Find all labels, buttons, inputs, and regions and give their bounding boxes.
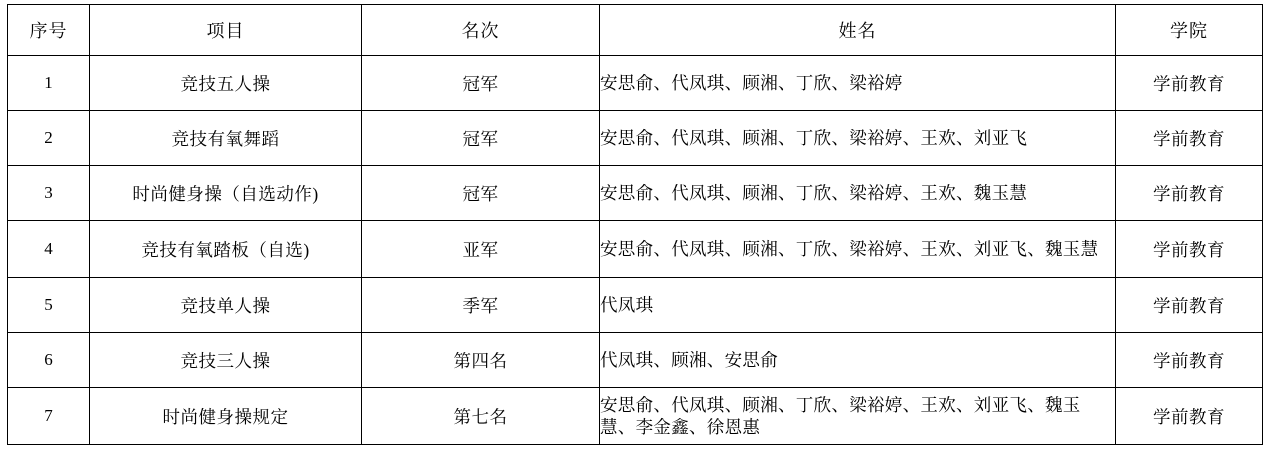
cell-event: 竞技五人操 (90, 56, 362, 111)
cell-dept: 学前教育 (1116, 221, 1263, 278)
table-header (8, 5, 1263, 56)
cell-rank: 冠军 (362, 166, 600, 221)
table-row (8, 166, 1263, 221)
table-row (8, 388, 1263, 445)
cell-rank: 第四名 (362, 333, 600, 388)
cell-seq: 7 (8, 388, 90, 445)
cell-names: 安思俞、代凤琪、顾湘、丁欣、梁裕婷、王欢、魏玉慧 (600, 166, 1116, 221)
results-table (7, 4, 1263, 445)
table-body (8, 56, 1263, 445)
cell-event: 竞技有氧踏板（自选) (90, 221, 362, 278)
cell-dept: 学前教育 (1116, 333, 1263, 388)
table-row (8, 278, 1263, 333)
column-header-dept: 学院 (1116, 5, 1263, 56)
cell-names: 安思俞、代凤琪、顾湘、丁欣、梁裕婷、王欢、刘亚飞、魏玉慧 (600, 221, 1116, 278)
cell-names: 代凤琪、顾湘、安思俞 (600, 333, 1116, 388)
cell-dept: 学前教育 (1116, 111, 1263, 166)
cell-names: 安思俞、代凤琪、顾湘、丁欣、梁裕婷 (600, 56, 1116, 111)
table-row (8, 111, 1263, 166)
table-row (8, 56, 1263, 111)
cell-event: 时尚健身操规定 (90, 388, 362, 445)
cell-event: 竞技单人操 (90, 278, 362, 333)
cell-event: 时尚健身操（自选动作) (90, 166, 362, 221)
cell-dept: 学前教育 (1116, 278, 1263, 333)
cell-names: 代凤琪 (600, 278, 1116, 333)
cell-dept: 学前教育 (1116, 166, 1263, 221)
cell-dept: 学前教育 (1116, 388, 1263, 445)
cell-seq: 3 (8, 166, 90, 221)
cell-names: 安思俞、代凤琪、顾湘、丁欣、梁裕婷、王欢、刘亚飞 (600, 111, 1116, 166)
cell-seq: 2 (8, 111, 90, 166)
cell-rank: 冠军 (362, 111, 600, 166)
cell-event: 竞技有氧舞蹈 (90, 111, 362, 166)
cell-seq: 5 (8, 278, 90, 333)
cell-seq: 6 (8, 333, 90, 388)
column-header-names: 姓名 (600, 5, 1116, 56)
cell-event: 竞技三人操 (90, 333, 362, 388)
cell-rank: 季军 (362, 278, 600, 333)
cell-seq: 4 (8, 221, 90, 278)
cell-rank: 冠军 (362, 56, 600, 111)
column-header-seq: 序号 (8, 5, 90, 56)
column-header-rank: 名次 (362, 5, 600, 56)
cell-dept: 学前教育 (1116, 56, 1263, 111)
cell-rank: 亚军 (362, 221, 600, 278)
table-header-row (8, 5, 1263, 56)
cell-rank: 第七名 (362, 388, 600, 445)
table-row (8, 333, 1263, 388)
table-row (8, 221, 1263, 278)
cell-names: 安思俞、代凤琪、顾湘、丁欣、梁裕婷、王欢、刘亚飞、魏玉慧、李金鑫、徐恩惠 (600, 388, 1116, 445)
column-header-event: 项目 (90, 5, 362, 56)
cell-seq: 1 (8, 56, 90, 111)
